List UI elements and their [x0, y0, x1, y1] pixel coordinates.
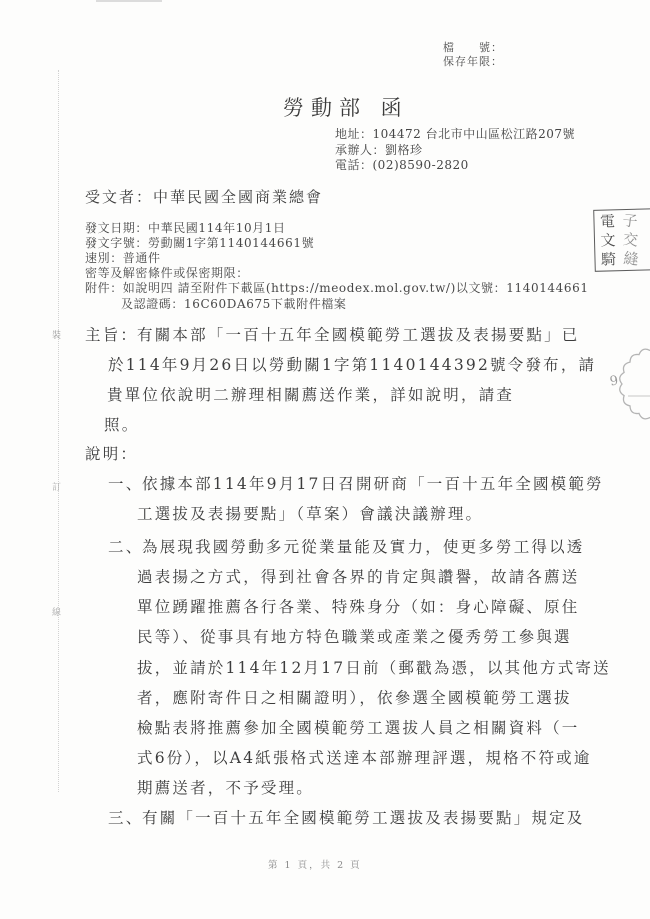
binding-dotted-line: [58, 70, 59, 792]
round-date-seal-stamp: [588, 346, 650, 426]
attachment-line-1: 附件：如說明四 請至附件下載區(https://meodex.mol.gov.tw/)以文號：1140144661: [85, 281, 589, 295]
attachment-line-2: 及認證碼：16C60DA675下載附件檔案: [121, 297, 347, 311]
sender-phone: 電話：(02)8590-2820: [335, 158, 469, 172]
explanation-label: 說明：: [85, 445, 139, 463]
item-line: 拔，並請於114年12月17日前（郵戳為憑，以其他方式寄送: [137, 659, 611, 677]
stamp-char: 騎: [600, 250, 617, 269]
binding-mark-ding: 訂: [52, 483, 62, 493]
item-line: 有關「一百十五年全國模範勞工選拔及表揚要點」規定及: [142, 809, 585, 827]
ridge-seal-left-column: [594, 210, 619, 271]
file-number-label: 檔 號：: [443, 41, 503, 54]
item-line: 過表揚之方式，得到社會各界的肯定與讚譽，故請各薦送: [137, 568, 580, 586]
stamp-char: 交: [622, 230, 640, 250]
secrecy-line: 密等及解密條件或保密期限：: [85, 266, 249, 280]
doc-number-line: 發文字號：勞動關1字第1140144661號: [85, 236, 315, 250]
item-number: 二、: [108, 538, 144, 556]
item-line: 單位踴躍推薦各行各業、特殊身分（如：身心障礙、原住: [137, 598, 580, 616]
item-line: 檢點表將推薦參加全國模範勞工選拔人員之相關資料（一: [137, 719, 580, 737]
item-line: 者，應附寄件日之相關證明），依參選全國模範勞工選拔: [137, 689, 572, 707]
delivery-speed-line: 速別：普通件: [85, 251, 161, 265]
item-line: 期薦送者，不予受理。: [137, 779, 315, 797]
stamp-char: 子: [622, 210, 639, 231]
subject-line: 於114年9月26日以勞動關1字第1140144392號令發布，請: [108, 356, 597, 374]
stamp-char: 文: [600, 231, 616, 250]
item-number: 三、: [108, 809, 144, 827]
binding-mark-xian: 線: [52, 608, 62, 618]
seal-digit: 9: [608, 373, 620, 390]
item-line: 式6份），以A4紙張格式送達本部辦理評選，規格不符或逾: [137, 749, 592, 767]
stamp-char: 電: [599, 211, 616, 231]
stamp-char: 縫: [623, 249, 640, 269]
document-title: 勞動部 函: [283, 96, 409, 120]
sender-contact: 承辦人：劉格珍: [335, 143, 423, 157]
scan-artifact: [96, 0, 162, 2]
item-line: 為展現我國勞動多元從業量能及實力，使更多勞工得以透: [142, 538, 585, 556]
subject-line: 照。: [104, 416, 140, 434]
page-footer: 第 1 頁，共 2 頁: [268, 860, 362, 871]
recipient-line: 受文者：中華民國全國商業總會: [85, 188, 324, 206]
item-number: 一、: [108, 475, 144, 493]
item-line: 依據本部114年9月17日召開研商「一百十五年全國模範勞: [142, 475, 604, 493]
ridge-seal-right-column: [617, 210, 642, 271]
electronic-ridge-seal-stamp: [593, 208, 650, 272]
issue-date-line: 發文日期：中華民國114年10月1日: [85, 221, 286, 235]
subject-line: 貴單位依說明二辦理相關薦送作業，詳如說明，請查: [107, 386, 515, 404]
binding-mark-zhuang: 裝: [52, 331, 62, 341]
subject-line: 有關本部「一百十五年全國模範勞工選拔及表揚要點」已: [137, 326, 580, 344]
item-line: 民等）、從事具有地方特色職業或產業之優秀勞工參與選: [137, 628, 572, 646]
item-line: 工選拔及表揚要點」（草案）會議決議辦理。: [137, 505, 484, 523]
subject-label: 主旨：: [85, 326, 139, 344]
retention-period-label: 保存年限：: [443, 55, 503, 68]
sender-address: 地址：104472 台北市中山區松江路207號: [335, 127, 576, 141]
